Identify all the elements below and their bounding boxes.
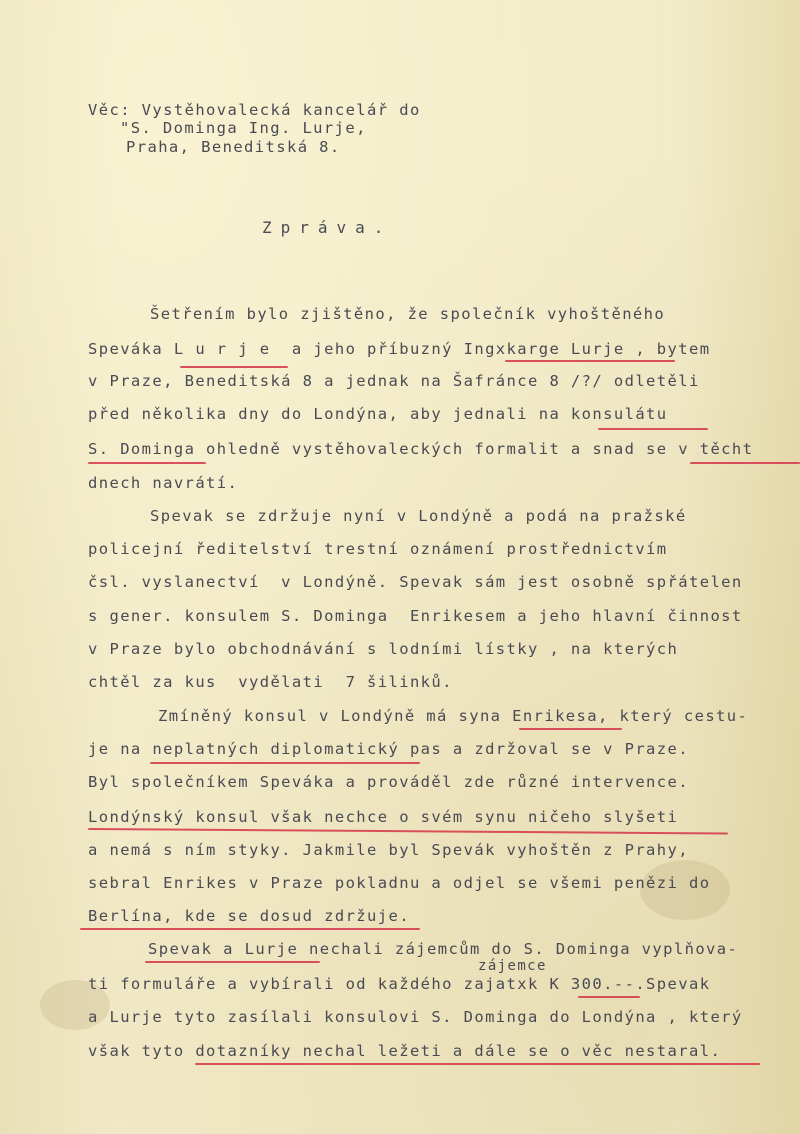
red-underline [88,462,206,464]
body-line: ti formuláře a vybírali od každého zajatxk K 300.--.Spevak [88,975,711,993]
body-line: Šetřením bylo zjištěno, že společník vyhoštěného [150,305,666,323]
body-line: dnech navrátí. [88,474,239,492]
red-underline [150,762,420,764]
header-address-line: Praha, Beneditská 8. [126,138,341,156]
body-line: Zmíněný konsul v Londýně má syna Enrikesa, který cestu- [158,707,749,725]
body-line: však tyto dotazníky nechal ležeti a dále se o věc nestaral. [88,1042,722,1060]
body-line: S. Dominga ohledně vystěhovaleckých formalit a snad se v těcht [88,440,754,458]
body-line: chtěl za kus vydělati 7 šilinků. [88,673,453,691]
body-line: sebral Enrikes v Praze pokladnu a odjel se všemi penězi do [88,874,711,892]
header-company-line: "S. Dominga Ing. Lurje, [120,119,367,137]
page-title: Zpráva. [262,218,393,237]
red-underline [195,1063,760,1065]
body-line: s gener. konsulem S. Dominga Enrikesem a jeho hlavní činnost [88,607,743,625]
red-underline [519,728,622,730]
red-underline [578,996,640,998]
header-subject-line: Věc: Vystěhovalecká kancelář do [88,101,421,119]
red-underline [598,428,708,430]
red-underline [145,961,320,963]
body-line: Byl společníkem Speváka a prováděl zde různé intervence. [88,773,689,791]
red-underline [505,360,675,362]
body-line: policejní ředitelství trestní oznámení prostřednictvím [88,540,668,558]
body-line: Berlína, kde se dosud zdržuje. [88,907,410,925]
body-line: čsl. vyslanectví v Londýně. Spevak sám jest osobně spřátelen [88,573,743,591]
body-line: Spevak se zdržuje nyní v Londýně a podá na pražské [150,507,687,525]
body-line: Speváka L u r j e a jeho příbuzný Ingxkarge Lurje , bytem [88,340,711,358]
body-line: v Praze, Beneditská 8 a jednak na Šafránce 8 /?/ odletěli [88,372,700,390]
body-line: a Lurje tyto zasílali konsulovi S. Dominga do Londýna , který [88,1008,743,1026]
body-line: Londýnský konsul však nechce o svém synu ničeho slyšeti [88,808,679,826]
body-line: Spevak a Lurje nechali zájemcům do S. Dominga vyplňova- [148,940,739,958]
red-underline [88,828,728,834]
interlinear-correction: zájemce [478,958,547,974]
red-underline [180,366,288,368]
body-line: a nemá s ním styky. Jakmile byl Spevák vyhoštěn z Prahy, [88,841,689,859]
body-line: v Praze bylo obchodnávání s lodními lístky , na kterých [88,640,679,658]
body-line: před několika dny do Londýna, aby jednali na konsulátu [88,405,668,423]
body-line: je na neplatných diplomatický pas a zdržoval se v Praze. [88,740,689,758]
red-underline [80,928,420,930]
red-underline [690,462,800,464]
